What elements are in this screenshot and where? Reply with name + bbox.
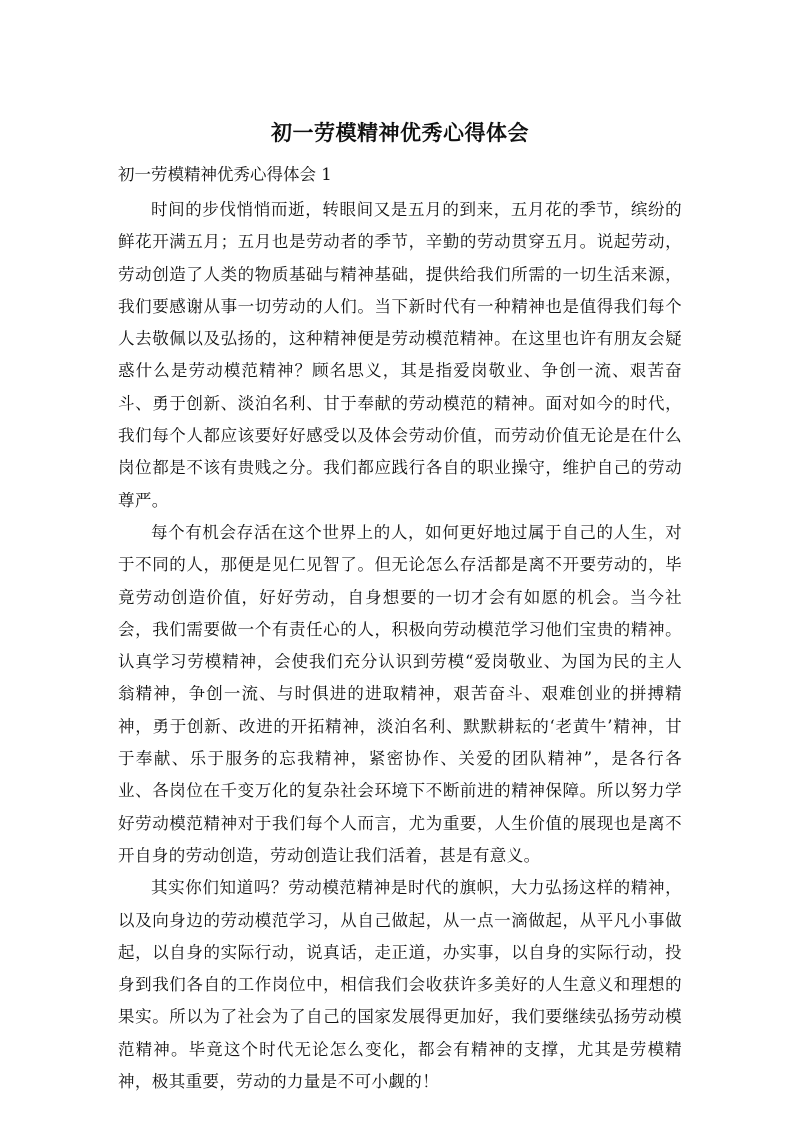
document-subtitle: 初一劳模精神优秀心得体会 1 (118, 165, 332, 184)
document-title: 初一劳模精神优秀心得体会 (271, 121, 529, 145)
paragraph-2: 每个有机会存活在这个世界上的人，如何更好地过属于自己的人生，对于不同的人，那便是见仁见智了。但无论怎么存活都是离不开要劳动的，毕竟劳动创造价值，好好劳动，自身想要的一切才会有如愿的机会。当今社会，我们需要做一个有责任心的人，积极向劳动模范学习他们宝贵的精神。认真学习劳模精神，会使我们充分认识到劳模“爱岗敬业、为国为民的主人翁精神，争创一流、与时俱进的进取精神，艰苦奋斗、艰难创业的拼搏精神，勇于创新、改进的开拓精神，淡泊名利、默默耕耘的‘老黄牛’精神，甘于奉献、乐于服务的忘我精神，紧密协作、关爱的团队精神”，是各行各业、各岗位在千变万化的复杂社会环境下不断前进的精神保障。所以努力学好劳动模范精神对于我们每个人而言，尤为重要，人生价值的展现也是离不开自身的劳动创造，劳动创造让我们活着，甚是有意义。 (118, 522, 682, 865)
paragraph-3: 其实你们知道吗？劳动模范精神是时代的旗帜，大力弘扬这样的精神，以及向身边的劳动模范学习，从自己做起，从一点一滴做起，从平凡小事做起，以自身的实际行动，说真话，走正道，办实事，以自身的实际行动，投身到我们各自的工作岗位中，相信我们会收获许多美好的人生意义和理想的果实。所以为了社会为了自己的国家发展得更加好，我们要继续弘扬劳动模范精神。毕竟这个时代无论怎么变化，都会有精神的支撑，尤其是劳模精神，极其重要，劳动的力量是不可小觑的！ (118, 878, 682, 1092)
paragraph-1: 时间的步伐悄悄而逝，转眼间又是五月的到来，五月花的季节，缤纷的鲜花开满五月；五月也是劳动者的季节，辛勤的劳动贯穿五月。说起劳动，劳动创造了人类的物质基础与精神基础，提供给我们所需的一切生活来源，我们要感谢从事一切劳动的人们。当下新时代有一种精神也是值得我们每个人去敬佩以及弘扬的，这种精神便是劳动模范精神。在这里也许有朋友会疑惑什么是劳动模范精神？顾名思义，其是指爱岗敬业、争创一流、艰苦奋斗、勇于创新、淡泊名利、甘于奉献的劳动模范的精神。面对如今的时代，我们每个人都应该要好好感受以及体会劳动价值，而劳动价值无论是在什么岗位都是不该有贵贱之分。我们都应践行各自的职业操守，维护自己的劳动尊严。 (118, 200, 682, 510)
document-body (118, 194, 682, 1098)
